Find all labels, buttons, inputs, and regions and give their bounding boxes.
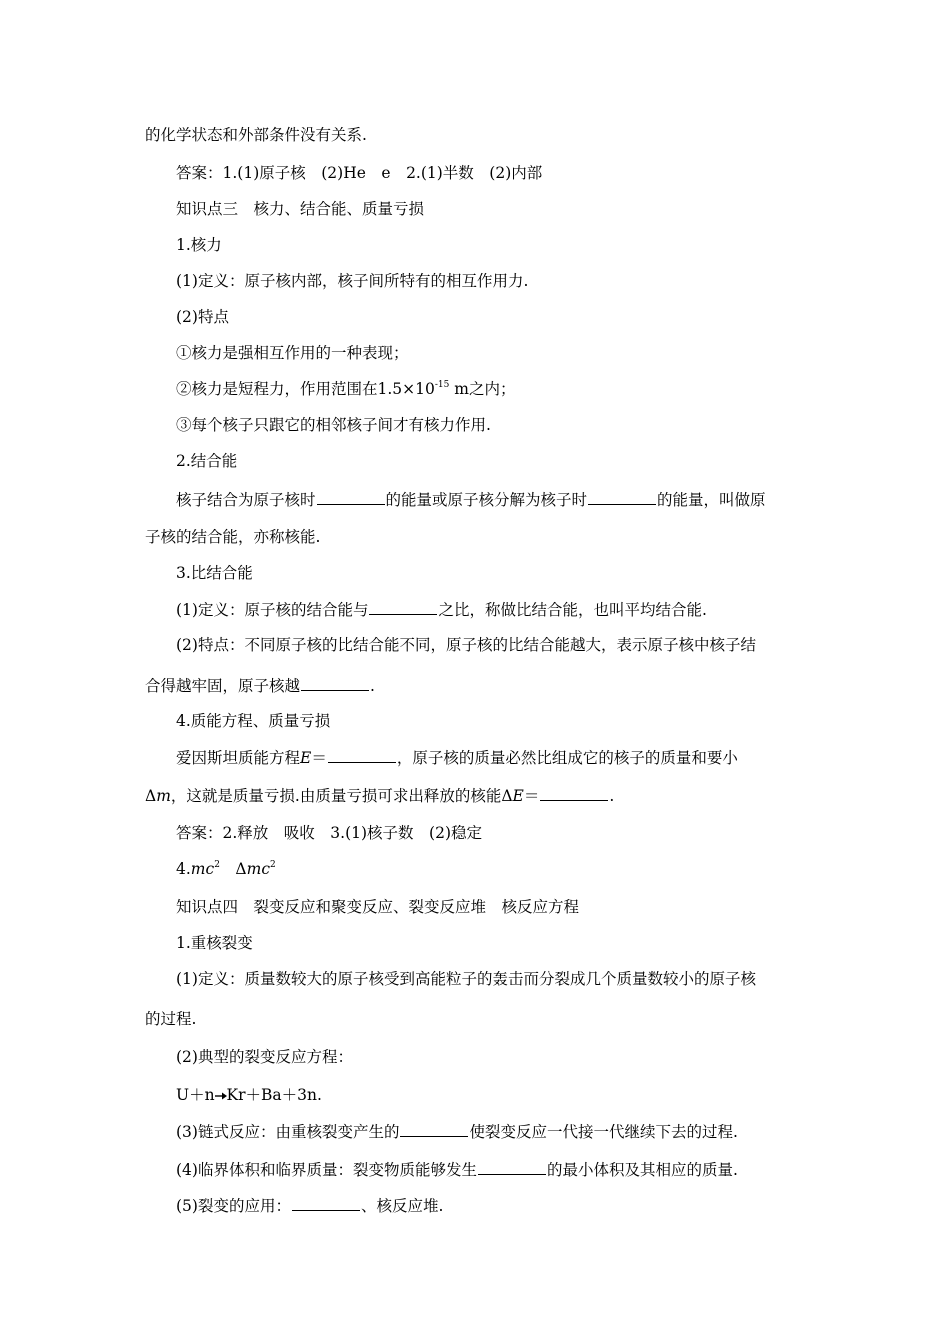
text: 4. (176, 860, 191, 878)
text: 1.重核裂变 (176, 934, 253, 952)
text: 核子结合为原子核时 (176, 491, 316, 509)
text-line (176, 598, 707, 621)
text: 的能量或原子核分解为核子时 (385, 491, 588, 509)
text: Δ (219, 860, 247, 878)
subheading (176, 710, 330, 732)
fill-blank (588, 488, 656, 505)
text: Δ (145, 787, 157, 805)
text-line (176, 634, 756, 656)
text-line (176, 1120, 738, 1143)
text: 、核反应堆. (360, 1197, 444, 1215)
text: ，原子核的质量必然比组成它的核子的质量和要小 (396, 749, 738, 767)
text: (5)裂变的应用： (176, 1197, 291, 1215)
variable-mc: mc (246, 860, 271, 878)
fill-blank (317, 488, 385, 505)
text-line (176, 270, 528, 292)
fill-blank (478, 1158, 546, 1175)
text: ＝ (523, 787, 540, 805)
subheading (176, 450, 237, 472)
text: ＝ (311, 749, 327, 767)
section-heading (176, 896, 579, 918)
exponent: 2 (214, 860, 220, 870)
text: 1.核力 (176, 236, 222, 254)
text: 的最小体积及其相应的质量. (546, 1161, 738, 1179)
answer-line (176, 822, 482, 844)
text: ②核力是短程力，作用范围在1.5×10 (176, 380, 435, 398)
text: 2.结合能 (176, 452, 238, 470)
text: 答案：2.释放 吸收 3.(1)核子数 (2)稳定 (176, 824, 482, 842)
answer-line (176, 162, 542, 184)
answer-line (176, 858, 276, 880)
text: m之内； (449, 380, 516, 398)
text: . (609, 787, 615, 805)
text-line (176, 306, 229, 328)
reaction-arrow-icon (215, 1091, 227, 1101)
text: 4.质能方程、质量亏损 (176, 712, 331, 730)
text-line (176, 1158, 738, 1181)
text: 爱因斯坦质能方程 (176, 749, 301, 767)
text-line (176, 342, 409, 364)
text: 之比，称做比结合能，也叫平均结合能. (438, 601, 707, 619)
text: . (370, 677, 375, 695)
text: 使裂变反应一代接一代继续下去的过程. (469, 1123, 738, 1141)
text-line (176, 414, 491, 436)
variable-E: E (300, 749, 312, 767)
text-line (176, 378, 516, 400)
fill-blank (301, 674, 369, 691)
fill-blank (369, 598, 437, 615)
text-line (176, 488, 766, 511)
subheading (176, 234, 222, 256)
variable-E: E (512, 787, 524, 805)
text: (2)特点：不同原子核的比结合能不同，原子核的比结合能越大，表示原子核中核子结 (176, 636, 756, 654)
text: 3.比结合能 (176, 564, 253, 582)
text: (1)定义：原子核内部，核子间所特有的相互作用力. (176, 272, 529, 290)
text-line (145, 1008, 196, 1030)
text: 合得越牢固，原子核越 (145, 677, 301, 695)
text-line (145, 784, 614, 807)
text: ③每个核子只跟它的相邻核子间才有核力作用. (176, 416, 491, 434)
equation-line (176, 1084, 322, 1106)
text: 的能量，叫做原 (657, 491, 766, 509)
text: ，这就是质量亏损.由质量亏损可求出释放的核能Δ (170, 787, 513, 805)
variable-m: m (156, 787, 171, 805)
fill-blank (328, 746, 396, 763)
text-line (145, 674, 375, 697)
text: (2)特点 (176, 308, 229, 326)
text: 知识点三 核力、结合能、质量亏损 (176, 200, 425, 218)
fill-blank (540, 784, 608, 801)
exponent: 2 (270, 860, 276, 870)
text: ①核力是强相互作用的一种表现； (176, 344, 409, 362)
section-heading (176, 198, 424, 220)
variable-mc: mc (190, 860, 215, 878)
fill-blank (400, 1120, 468, 1137)
fill-blank (292, 1194, 360, 1211)
text: 的过程. (145, 1010, 197, 1028)
exponent: -15 (434, 380, 450, 390)
text-line (176, 746, 738, 769)
text-line (176, 1194, 443, 1217)
text: (1)定义：质量数较大的原子核受到高能粒子的轰击而分裂成几个质量数较小的原子核 (176, 970, 756, 988)
text: 的化学状态和外部条件没有关系. (145, 126, 367, 144)
text: 知识点四 裂变反应和聚变反应、裂变反应堆 核反应方程 (176, 898, 580, 916)
text: (4)临界体积和临界质量：裂变物质能够发生 (176, 1161, 477, 1179)
text: U＋n (176, 1086, 215, 1104)
text: Kr＋Ba＋3n. (226, 1086, 322, 1104)
text: 子核的结合能，亦称核能. (145, 528, 321, 546)
text: (3)链式反应：由重核裂变产生的 (176, 1123, 400, 1141)
subheading (176, 562, 253, 584)
subheading (176, 932, 253, 954)
text-line (176, 968, 756, 990)
text: (2)典型的裂变反应方程： (176, 1048, 353, 1066)
text-line (176, 1046, 353, 1068)
text-line (145, 526, 320, 548)
text-line (145, 124, 367, 146)
text: 答案：1.(1)原子核 (2)He e 2.(1)半数 (2)内部 (176, 164, 543, 182)
text: (1)定义：原子核的结合能与 (176, 601, 369, 619)
